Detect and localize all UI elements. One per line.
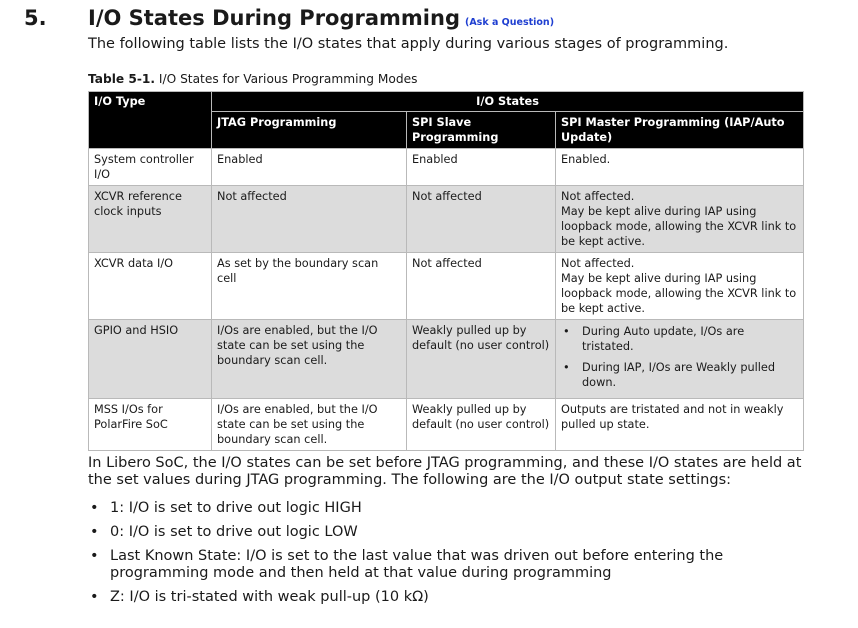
cell-io-type: MSS I/Os for PolarFire SoC bbox=[89, 399, 212, 451]
list-item: • During Auto update, I/Os are tristated. bbox=[582, 323, 798, 359]
cell-io-type: System controller I/O bbox=[89, 149, 212, 186]
cell-spi-master bbox=[556, 253, 804, 320]
cell-spi-master bbox=[556, 186, 804, 253]
cell-line: Outputs are tristated and not in weakly pulled up state. bbox=[561, 403, 784, 431]
list-item: • During IAP, I/Os are Weakly pulled down. bbox=[582, 359, 798, 395]
table-caption-label: Table 5-1. bbox=[88, 72, 156, 86]
list-item: • 1: I/O is set to drive out logic HIGH bbox=[88, 500, 818, 517]
spi-master-bullet-list bbox=[561, 323, 798, 395]
cell-io-type: XCVR data I/O bbox=[89, 253, 212, 320]
cell-spi-master bbox=[556, 320, 804, 399]
table-row bbox=[89, 320, 804, 399]
header-io-type: I/O Type bbox=[89, 92, 212, 149]
cell-line: May be kept alive during IAP using loopback mode, allowing the XCVR link to be kept active. bbox=[561, 272, 797, 315]
header-spi-master: SPI Master Programming (IAP/Auto Update) bbox=[556, 112, 804, 149]
cell-spi-slave: Weakly pulled up by default (no user control) bbox=[407, 399, 556, 451]
cell-spi-master bbox=[556, 399, 804, 451]
header-spi-slave: SPI Slave Programming bbox=[407, 112, 556, 149]
ask-question-link[interactable]: (Ask a Question) bbox=[464, 17, 555, 28]
cell-line: Enabled. bbox=[561, 153, 611, 166]
cell-jtag: I/Os are enabled, but the I/O state can be set using the boundary scan cell. bbox=[212, 399, 407, 451]
cell-jtag: Enabled bbox=[212, 149, 407, 186]
table-caption bbox=[88, 72, 417, 86]
table-row bbox=[89, 399, 804, 451]
cell-jtag: I/Os are enabled, but the I/O state can be set using the boundary scan cell. bbox=[212, 320, 407, 399]
intro-text: The following table lists the I/O states that apply during various stages of programming. bbox=[88, 36, 729, 52]
table-row bbox=[89, 149, 804, 186]
table-row bbox=[89, 186, 804, 253]
list-item: • Z: I/O is tri-stated with weak pull-up (10 kΩ) bbox=[88, 589, 818, 606]
header-jtag: JTAG Programming bbox=[212, 112, 407, 149]
cell-spi-slave: Not affected bbox=[407, 186, 556, 253]
cell-line: May be kept alive during IAP using loopback mode, allowing the XCVR link to be kept active. bbox=[561, 205, 797, 248]
section-title-text: I/O States During Programming bbox=[88, 6, 460, 30]
cell-jtag: Not affected bbox=[212, 186, 407, 253]
output-state-settings-list bbox=[88, 500, 818, 613]
list-item: • Last Known State: I/O is set to the last value that was driven out before entering the programming mode and then held at that value during programming bbox=[88, 548, 818, 582]
header-io-states: I/O States bbox=[212, 92, 804, 112]
table-caption-text: I/O States for Various Programming Modes bbox=[158, 72, 418, 86]
cell-spi-slave: Not affected bbox=[407, 253, 556, 320]
cell-spi-master bbox=[556, 149, 804, 186]
cell-jtag: As set by the boundary scan cell bbox=[212, 253, 407, 320]
section-number: 5. bbox=[24, 6, 47, 30]
cell-spi-slave: Enabled bbox=[407, 149, 556, 186]
section-title bbox=[88, 6, 554, 30]
cell-line: Not affected. bbox=[561, 190, 635, 203]
cell-spi-slave: Weakly pulled up by default (no user control) bbox=[407, 320, 556, 399]
table-row bbox=[89, 253, 804, 320]
cell-io-type: XCVR reference clock inputs bbox=[89, 186, 212, 253]
list-item: • 0: I/O is set to drive out logic LOW bbox=[88, 524, 818, 541]
cell-io-type: GPIO and HSIO bbox=[89, 320, 212, 399]
body-paragraph: In Libero SoC, the I/O states can be set before JTAG programming, and these I/O states are held at the set values during JTAG programming. The following are the I/O output state settings: bbox=[88, 455, 802, 488]
io-states-table bbox=[88, 91, 804, 451]
cell-line: Not affected. bbox=[561, 257, 635, 270]
